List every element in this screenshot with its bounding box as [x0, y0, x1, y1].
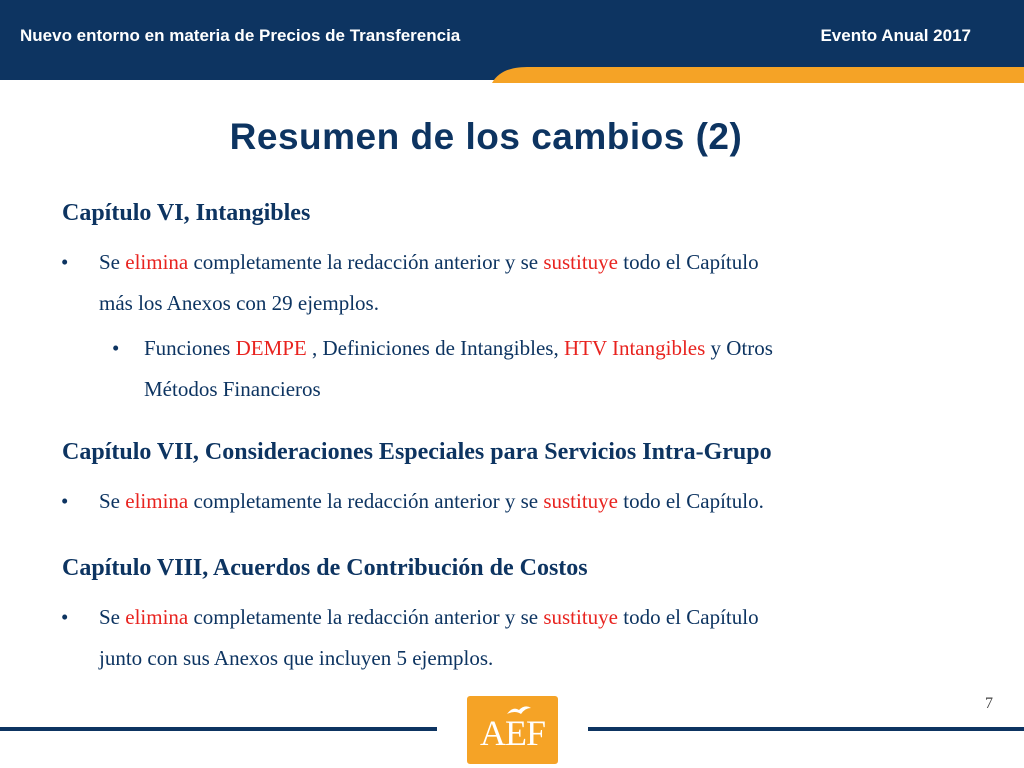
bullet-text: todo el Capítulo. — [618, 489, 764, 513]
header-left-title: Nuevo entorno en materia de Precios de Transferencia — [20, 26, 461, 45]
bullet-text-line2: Métodos Financieros — [144, 377, 321, 401]
highlight-htv-intangibles: HTV Intangibles — [563, 336, 706, 360]
highlight-dempe: DEMPE — [235, 336, 307, 360]
bullet-text: completamente la redacción anterior y se — [188, 250, 544, 274]
bullet-chapter-vii — [61, 481, 764, 522]
bullet-text: Funciones — [144, 336, 236, 360]
highlight-sustituye: sustituye — [543, 605, 618, 629]
header-right-title: Evento Anual 2017 — [820, 26, 971, 45]
highlight-elimina: elimina — [125, 250, 189, 274]
bullet-text: Se — [99, 605, 126, 629]
highlight-sustituye: sustituye — [543, 489, 618, 513]
footer-line-left — [0, 727, 437, 731]
bullet-dot: • — [61, 250, 69, 274]
highlight-sustituye: sustituye — [543, 250, 618, 274]
section-heading-chapter-viii: Capítulo VIII, Acuerdos de Contribución de Costos — [62, 555, 588, 581]
slide-title: Resumen de los cambios (2) — [229, 116, 743, 157]
section-heading-chapter-vii: Capítulo VII, Consideraciones Especiales para Servicios Intra-Grupo — [62, 439, 772, 465]
bullet-text: y Otros — [705, 336, 773, 360]
bullet-dot: • — [61, 605, 69, 629]
section-heading-chapter-vi: Capítulo VI, Intangibles — [62, 200, 311, 226]
bullet-dot: • — [61, 489, 69, 513]
bullet-dot: • — [112, 336, 120, 360]
logo-text: AEF — [479, 713, 545, 753]
footer-line-right — [588, 727, 1024, 731]
bullet-text-line2: junto con sus Anexos que incluyen 5 ejemplos. — [99, 646, 494, 670]
bullet-text: todo el Capítulo — [618, 250, 759, 274]
bullet-chapter-vi — [61, 242, 759, 324]
highlight-elimina: elimina — [125, 489, 189, 513]
bullet-text: , Definiciones de Intangibles, — [306, 336, 564, 360]
bullet-text: Se — [99, 250, 126, 274]
bullet-chapter-viii — [61, 597, 759, 679]
header-orange-band — [0, 67, 1024, 83]
bullet-text: completamente la redacción anterior y se — [188, 489, 544, 513]
bullet-text-line2: más los Anexos con 29 ejemplos. — [99, 291, 379, 315]
page-number: 7 — [985, 695, 993, 712]
bullet-text: Se — [99, 489, 126, 513]
sub-bullet-chapter-vi — [112, 328, 773, 410]
bullet-text: completamente la redacción anterior y se — [188, 605, 544, 629]
aef-logo — [467, 696, 558, 764]
highlight-elimina: elimina — [125, 605, 189, 629]
bullet-text: todo el Capítulo — [618, 605, 759, 629]
